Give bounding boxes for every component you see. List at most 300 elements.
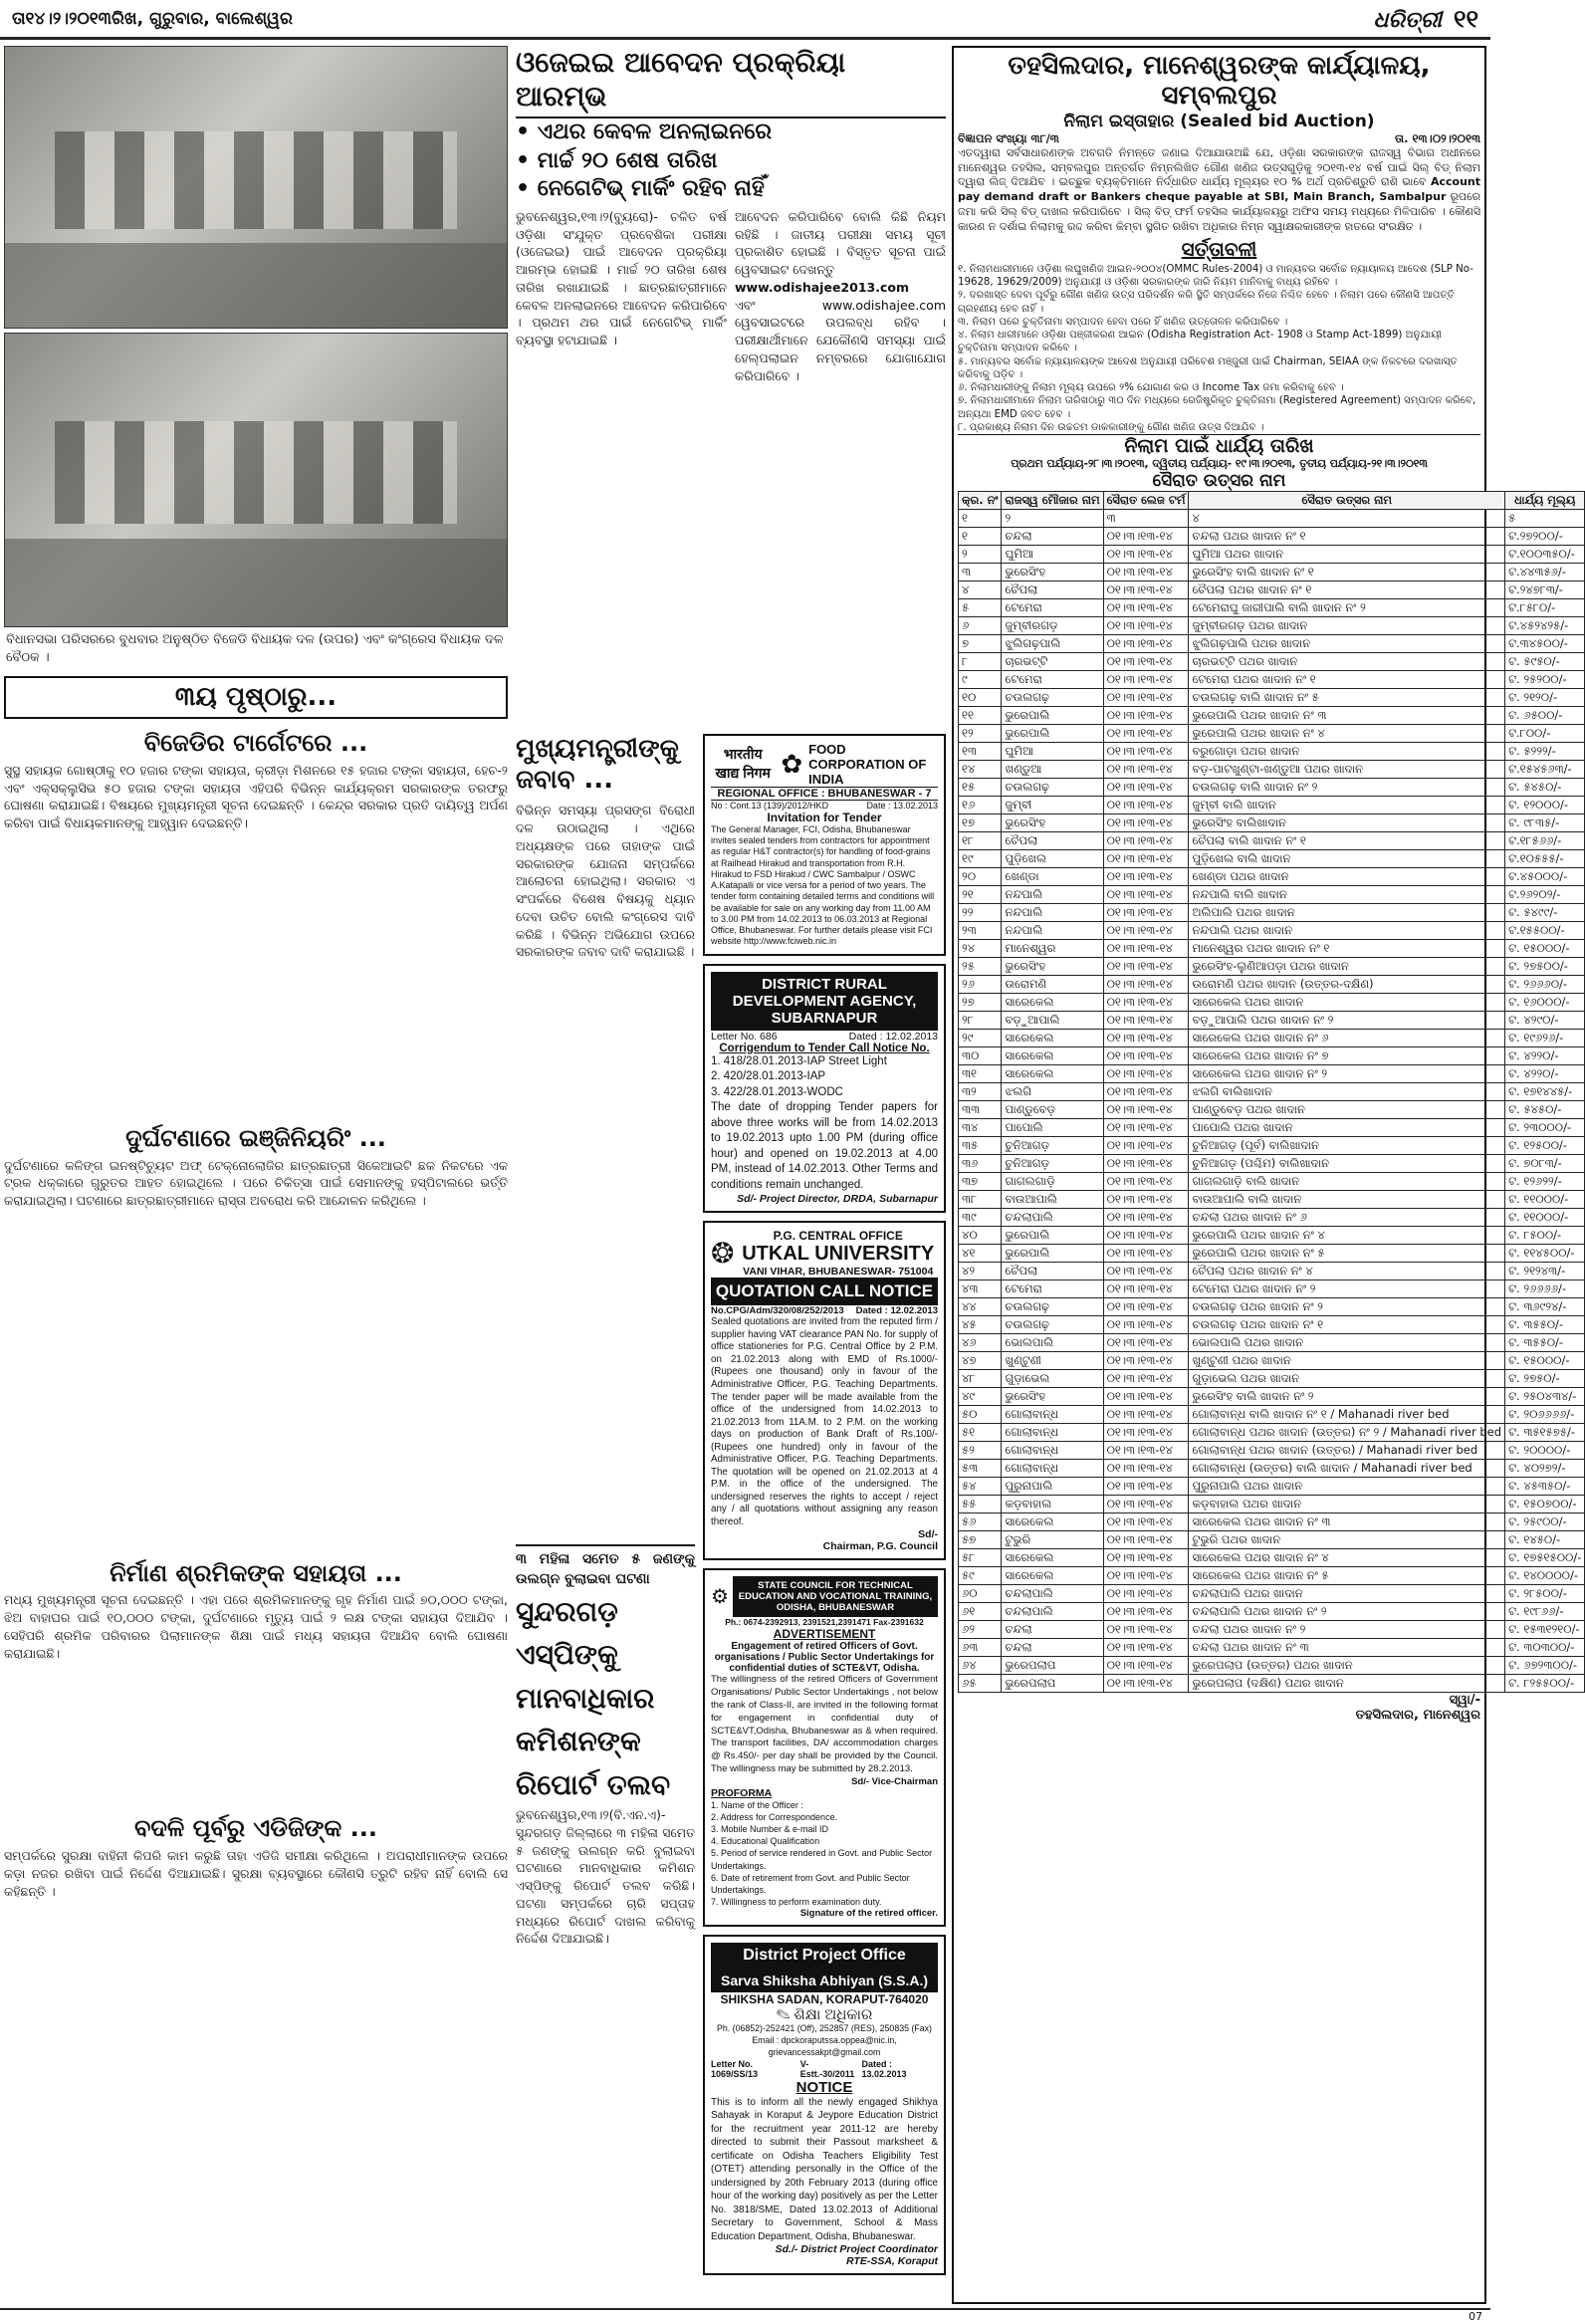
- table-cell: ୪୧: [959, 1245, 1002, 1263]
- ad-utkal-university: [703, 1221, 946, 1560]
- table-row: [959, 1352, 1585, 1370]
- table-cell: ଟ. ୨୬୬୬୬/-: [1505, 1280, 1585, 1298]
- table-cell: ଭୁରେପାଲି: [1002, 1245, 1103, 1263]
- table-cell: ଟ.୨୪୭୮୩/-: [1505, 581, 1585, 599]
- tender-intro-a: ଏତଦ୍ୱାରା ସର୍ବସାଧାରଣଙ୍କ ଅବଗତି ନିମନ୍ତେ ଜଣାଇ ଦିଆଯାଉଅଛି ଯେ, ଓଡ଼ିଶା ସରକାରଙ୍କ ରାଜସ୍ୱ ବିଭାଗ ଅଧୀନରେ ମାନେଶ୍ୱର ତହସିଲ, ସମ୍ବଲପୁର ଅନ୍ତର୍ଗତ ନିମ୍ନଲିଖିତ ଗୌଣ ଖଣିଜ ଉତ୍ସଗୁଡ଼ିକୁ ୨୦୧୩-୧୪ ବର୍ଷ ପାଇଁ ସିଲ୍ ବିଡ୍ ନିଲାମ ଦ୍ୱାରା ଲିଜ୍ ଦିଆଯିବ । ଇଚ୍ଛୁକ ବ୍ୟକ୍ତିମାନେ ନିର୍ଦ୍ଧାରିତ ଧାର୍ଯ୍ୟ ମୂଲ୍ୟର ୧୦ % ଅର୍ଥ ପ୍ରତିଶ୍ରୁତି ରାଶି ଭାବେ: [958, 145, 1480, 189]
- table-cell: ଖୁଣ୍ଟୁଣୀ: [1002, 1352, 1103, 1370]
- table-cell: ୦୧।୩।୧୩-୧୪: [1103, 1173, 1189, 1191]
- ssa-date: Dated : 13.02.2013: [861, 2058, 907, 2079]
- table-cell: ମାନେଶ୍ୱର ପଥର ଖାଦାନ ନଂ ୧: [1189, 940, 1505, 958]
- table-cell: ଟ. ୫୪୫୦/-: [1505, 779, 1585, 797]
- left-column: [4, 46, 508, 1996]
- table-cell: ଭୁରେସିଂହ: [1002, 1388, 1103, 1406]
- table-cell: ଚନ୍ଦଲାପାଲି: [1002, 1603, 1103, 1621]
- table-row: [959, 1603, 1585, 1621]
- col-header-price: ଧାର୍ଯ୍ୟ ମୂଲ୍ୟ: [1505, 492, 1585, 510]
- table-row: [959, 940, 1585, 958]
- table-row: [959, 707, 1585, 725]
- utkal-office: P.G. CENTRAL OFFICE: [773, 1229, 903, 1244]
- drda-date: Dated : 12.02.2013: [848, 1030, 938, 1043]
- story-adg-body: ସମ୍ପର୍କରେ ସୁରକ୍ଷା ବାହିନୀ କିପରି କାମ କରୁଛି ତାହା ଏଡିଜି ସମୀକ୍ଷା କରିଥିଲେ । ଅପରାଧୀମାନଙ୍କ ଉପରେ କଡ଼ା ନଜର ରଖିବା ପାଇଁ ନିର୍ଦ୍ଦେଶ ଦିଆଯାଇଛି। ସୁରକ୍ଷା ବ୍ୟବସ୍ଥାରେ କୌଣସି ତ୍ରୁଟି ରହିବ ନାହିଁ ବୋଲି ସେ କହିଛନ୍ତି ।: [4, 1848, 508, 1899]
- table-cell: ଗୋଲାବାନ୍ଧ: [1002, 1424, 1103, 1442]
- table-cell: ୦୧।୩।୧୩-୧୪: [1103, 1621, 1189, 1639]
- table-cell: ଚଉଲଗଢ଼ ବାଲି ଖାଦାନ ନଂ ୨: [1189, 779, 1505, 797]
- table-cell: ୬୪: [959, 1657, 1002, 1675]
- table-cell: ସାରେକେଲ ପଥର ଖାଦାନ ନଂ ୫: [1189, 1567, 1505, 1585]
- table-cell: ୫୩: [959, 1460, 1002, 1478]
- table-cell: ଚଉଲଗଢ଼ ବାଲି ଖାଦାନ ନଂ ୫: [1189, 689, 1505, 707]
- table-row: [959, 1675, 1585, 1693]
- table-cell: ଟ. ୫୯୫୦/-: [1505, 653, 1585, 671]
- table-cell: ୧: [959, 528, 1002, 546]
- table-cell: ୦୧।୩।୧୩-୧୪: [1103, 581, 1189, 599]
- table-cell: ଟେମେରା: [1002, 599, 1103, 617]
- table-cell: ୪୮: [959, 1370, 1002, 1388]
- table-row: [959, 1280, 1585, 1298]
- table-cell: ଟ. ୭୦୮୩/-: [1505, 1155, 1585, 1173]
- table-cell: ୦୧।୩।୧୩-୧୪: [1103, 599, 1189, 617]
- table-cell: ଭୁରେପାଲି ପଥର ଖାଦାନ ନଂ ୫: [1189, 1245, 1505, 1263]
- ad-fci: [703, 734, 946, 956]
- table-cell: ୦୧।୩।୧୩-୧୪: [1103, 1657, 1189, 1675]
- table-cell: ୦୧।୩।୧୩-୧୪: [1103, 1352, 1189, 1370]
- table-cell: ୧୨: [959, 725, 1002, 743]
- table-cell: ୦୧।୩।୧୩-୧୪: [1103, 707, 1189, 725]
- utkal-sign-2: Chairman, P.G. Council: [822, 1540, 938, 1553]
- table-cell: ୩: [959, 564, 1002, 581]
- scte-phone: Ph.: 0674-2392913, 2391521,2391471 Fax-2391632: [725, 1617, 924, 1628]
- table-cell: ଟ.୮୦୦/-: [1505, 725, 1585, 743]
- table-cell: ଟ. ୮୫୦୦/-: [1505, 1227, 1585, 1245]
- table-cell: ୦୧।୩।୧୩-୧୪: [1103, 940, 1189, 958]
- table-row: [959, 1065, 1585, 1083]
- table-cell: ୦୧।୩।୧୩-୧୪: [1103, 1101, 1189, 1119]
- table-cell: ୩୮: [959, 1191, 1002, 1209]
- table-cell: ଟ. ୧୬୦୦୦/-: [1505, 994, 1585, 1012]
- table-cell: ୩୬: [959, 1155, 1002, 1173]
- photo-bjd-meeting: [4, 46, 508, 329]
- tender-subtitle-odia: ନିଲାମ ଇସ୍ତାହାର: [1063, 111, 1175, 131]
- table-cell: ଟ.୪୫୨୪୨୫/-: [1505, 617, 1585, 635]
- ojee-bullet-2: • ମାର୍ଚ୍ଚ ୨୦ ଶେଷ ତାରିଖ: [516, 147, 718, 173]
- scte-footer: Signature of the retired officer.: [799, 1908, 938, 1920]
- ad-drda: [703, 964, 946, 1214]
- table-cell: ୦୧।୩।୧୩-୧୪: [1103, 958, 1189, 976]
- table-cell: ୦୧।୩।୧୩-୧୪: [1103, 1263, 1189, 1280]
- fci-name: FOOD CORPORATION OF INDIA: [808, 741, 927, 787]
- table-row: [959, 904, 1585, 922]
- table-cell: ୦୧।୩।୧୩-୧୪: [1103, 546, 1189, 564]
- table-cell: ଝଲଗି: [1002, 1083, 1103, 1101]
- table-row: [959, 1406, 1585, 1424]
- table-cell: ପାପୋଲି ପଥର ଖାଦାନ: [1189, 1119, 1505, 1137]
- table-row: [959, 1460, 1585, 1478]
- table-cell: ୧୮: [959, 832, 1002, 850]
- table-cell: ୦୧।୩।୧୩-୧୪: [1103, 653, 1189, 671]
- table-cell: ସାରେକେଲ: [1002, 994, 1103, 1012]
- table-cell: ପାପୋଲି: [1002, 1119, 1103, 1137]
- table-row: [959, 1585, 1585, 1603]
- table-cell: ୦୧।୩।୧୩-୧୪: [1103, 1567, 1189, 1585]
- table-cell: ଟ. ୨୫୨୦୦/-: [1505, 671, 1585, 689]
- condition-6: ୬. ନିଲାମଧାରୀଙ୍କୁ ନିଲାମ ମୂଲ୍ୟ ଉପରେ ୨% ଯୋଗାଣ କର ଓ Income Tax ଜମା କରିବାକୁ ହେବ ।: [958, 382, 1344, 394]
- table-cell: ୦୧।୩।୧୩-୧୪: [1103, 1083, 1189, 1101]
- table-row: [959, 761, 1585, 779]
- table-cell: ବରୁଗୋଡ଼ା ପଥର ଖାଦାନ: [1189, 743, 1505, 761]
- photo-caption: ବିଧାନସଭା ପରିସରରେ ବୁଧବାର ଅନୁଷ୍ଠିତ ବିଜେଡି ବିଧାୟକ ଦଳ (ଉପର) ଏବଂ କଂଗ୍ରେସ ବିଧାୟକ ଦଳ ବୈଠକ ।: [6, 632, 504, 665]
- table-cell: ୦୧।୩।୧୩-୧୪: [1103, 1460, 1189, 1478]
- table-cell: ଭୁରେପାଲି: [1002, 707, 1103, 725]
- ssa-text: This is to inform all the newly engaged Shikhya Sahayak in Koraput & Jeypore Education District for the recruitment year 2011-12 are hereby directed to submit their Passout marksheet & certificate on Odisha Teachers Eligibility Test (OTET) attending personally in the Office of the undersigned by 20th February 2013 (during office hour of the working day) positively as per the Letter No. 3818/SME, Dated 13.02.2013 of Additional Secretary to Government, School & Mass Education Department, Odisha, Bhubaneswar.: [711, 2096, 938, 2242]
- utkal-date: Dated : 12.02.2013: [855, 1305, 938, 1317]
- table-cell: ୦୧।୩।୧୩-୧୪: [1103, 850, 1189, 868]
- cm-reply-body: ବିଭିନ୍ନ ସମସ୍ୟା ପ୍ରସଙ୍ଗ ବିରୋଧୀ ଦଳ ଉଠାଇଥିଲା । ଏଥିରେ ଅଧ୍ୟକ୍ଷଙ୍କ ପରେ ତାହାଙ୍କ ପାଇଁ ସରକାରଙ୍କ ଯୋଜନା ସମ୍ପର୍କରେ ଆଲୋଚନା ହୋଇଥିଲା। ସରକାର ଏ ସଂପର୍କରେ ବିଶେଷ ବିଷୟକୁ ଧ୍ୟାନ ଦେବା ଉଚିତ ବୋଲି କଂଗ୍ରେସ ଦାବି କରିଛି । ବିଭିନ୍ନ ଅଭିଯୋଗ ଉପରେ ସରକାରଙ୍କ ଜବାବ ଦାବି କରାଯାଇଛି ।: [516, 803, 695, 960]
- table-cell: ୫୪: [959, 1478, 1002, 1496]
- table-cell: ଟ. ୮୨୫୫୦୦/-: [1505, 1675, 1585, 1693]
- table-row: [959, 1496, 1585, 1513]
- table-row: [959, 868, 1585, 886]
- col-header-source: ସୈରାତ ଉତ୍ସର ନାମ: [1189, 492, 1505, 510]
- table-cell: ପୁରୁନାପାଲି ପଥର ଖାଦାନ: [1189, 1478, 1505, 1496]
- table-cell: ଟ. ୨୦୬୬୬୬/-: [1505, 1406, 1585, 1424]
- table-cell: ଟ. ୧୫୦୦୦/-: [1505, 1352, 1585, 1370]
- ssa-logo-icon: ✎: [776, 2006, 791, 2024]
- table-cell: ୦୧।୩।୧୩-୧୪: [1103, 1280, 1189, 1298]
- ojee-body-col2: ଆବେଦନ କରିପାରିବେ ବୋଲି କିଛି ନିୟମ ରହିଛି । ଜାତୀୟ ପରୀକ୍ଷା ସମୟ ସୂଚୀ ପ୍ରକାଶିତ ହୋଇଛି । ବିସ୍ତୃତ ସୂଚନା ପାଇଁ ୱେବସାଇଟ ଦେଖନ୍ତୁ: [735, 208, 946, 278]
- ssa-phone: Ph. (06852)-252421 (Off), 252857 (RES), 250835 (Fax): [717, 2023, 932, 2034]
- ad-scte: [703, 1568, 946, 1927]
- table-cell: ଟ.୧୫୫୦୦/-: [1505, 922, 1585, 940]
- table-row: [959, 832, 1585, 850]
- table-cell: ୦୧।୩।୧୩-୧୪: [1103, 1549, 1189, 1567]
- ojee-website[interactable]: www.odishajee2013.com: [735, 279, 909, 295]
- table-cell: ଭୁରେପାଲି ପଥର ଖାଦାନ ନଂ ୩: [1189, 707, 1505, 725]
- table-cell: ବଡ଼ୁଆପାଲି ପଥର ଖାଦାନ ନଂ ୨: [1189, 1012, 1505, 1030]
- table-cell: ୦୧।୩।୧୩-୧୪: [1103, 1316, 1189, 1334]
- condition-2: ୨. ଦରଖାସ୍ତ ଦେବା ପୂର୍ବରୁ ଗୌଣ ଖଣିଜ ଉତ୍ସ ପରିଦର୍ଶନ କରି ସ୍ଥିତି ସମ୍ପର୍କରେ ନିଜେ ନିଶ୍ଚିତ ହେବେ । ନିଲାମ ପରେ କୌଣସି ଆପତ୍ତି ଗ୍ରହଣୀୟ ହେବ ନାହିଁ ।: [958, 290, 1456, 315]
- drda-text: The date of dropping Tender papers for above three works will be from 14.02.2013 to 19.02.2013 upto 1.00 PM (during office hour) and opened on 19.02.2013 at 4.00 PM, instead of 14.02.2013. Other Terms and conditions remain unchanged.: [711, 1101, 938, 1191]
- table-cell: ଖଣ୍ଡୁଆ: [1002, 761, 1103, 779]
- table-cell: ଟ. ୩୬୯୨୪/-: [1505, 1298, 1585, 1316]
- table-cell: ସାରେକେଲ ପଥର ଖାଦାନ ନଂ ୩: [1189, 1513, 1505, 1531]
- table-cell: ୦୧।୩।୧୩-୧୪: [1103, 1119, 1189, 1137]
- table-cell: ୧୭: [959, 814, 1002, 832]
- table-cell: ଚନ୍ଦଲା ପଥର ଖାଦାନ ନଂ ୩: [1189, 1639, 1505, 1657]
- table-row: [959, 1388, 1585, 1406]
- table-row: [959, 1083, 1585, 1101]
- utkal-sign-1: Sd/-: [918, 1528, 938, 1541]
- table-cell: ୨: [959, 546, 1002, 564]
- ssa-letter-no: Letter No. 1069/SS/13: [711, 2058, 759, 2079]
- table-row: [959, 1639, 1585, 1657]
- table-row: [959, 797, 1585, 814]
- tender-subtitle-en: (Sealed bid Auction): [1180, 111, 1375, 131]
- table-row: [959, 581, 1585, 599]
- table-cell: ୩୭: [959, 1173, 1002, 1191]
- scte-proforma: PROFORMA: [711, 1786, 773, 1799]
- table-cell: ଟ.୨୬୨୦୨/-: [1505, 886, 1585, 904]
- table-cell: ଉରୋମଣି ପଥର ଖାଦାନ (ଉତ୍ତର-ଦକ୍ଷିଣ): [1189, 976, 1505, 994]
- story-workers-title: ନିର୍ମାଣ ଶ୍ରମିକଙ୍କ ସହାୟତା ...: [110, 1558, 402, 1587]
- table-row: [959, 617, 1585, 635]
- drda-heading: Corrigendum to Tender Call Notice No.: [719, 1042, 930, 1054]
- table-cell: ଟ. ୫୨୨୨/-: [1505, 743, 1585, 761]
- table-cell: ସାରେକେଲ ପଥର ଖାଦାନ: [1189, 994, 1505, 1012]
- drda-item-3: 3. 422/28.01.2013-WODC: [711, 1085, 843, 1098]
- drda-title: DISTRICT RURAL DEVELOPMENT AGENCY, SUBARNAPUR: [711, 972, 938, 1031]
- table-cell: ୨୫: [959, 958, 1002, 976]
- table-cell: ୦୧।୩।୧୩-୧୪: [1103, 1585, 1189, 1603]
- table-cell: ଝୁଲିଗଢ଼ପାଲି ପଥର ଖାଦାନ: [1189, 635, 1505, 653]
- table-cell: ୨୨: [959, 904, 1002, 922]
- table-cell: ୪୫: [959, 1316, 1002, 1334]
- table-cell: ୨୪: [959, 940, 1002, 958]
- table-cell: ୫୫: [959, 1496, 1002, 1513]
- table-cell: ଟେମେରା: [1002, 1280, 1103, 1298]
- table-cell: ଟ. ୨୬୬୬୦/-: [1505, 976, 1585, 994]
- table-cell: ପୁଡ଼ିଖେଲ ବାଲି ଖାଦାନ: [1189, 850, 1505, 868]
- header-brand: [1373, 5, 1478, 33]
- table-row: [959, 1191, 1585, 1209]
- story-accident-title: ଦୁର୍ଘଟଣାରେ ଇଞ୍ଜିନିୟରିଂ ...: [125, 1123, 386, 1152]
- table-cell: ଟ. ୨୧୨୪୩/-: [1505, 1263, 1585, 1280]
- table-cell: ୦୧।୩।୧୩-୧୪: [1103, 814, 1189, 832]
- table-cell: ଚନ୍ଦଲା ପଥର ଖାଦାନ ନଂ ୬: [1189, 1209, 1505, 1227]
- table-cell: ୦୧।୩।୧୩-୧୪: [1103, 1442, 1189, 1460]
- table-row: [959, 1101, 1585, 1119]
- fci-tender-text: The General Manager, FCI, Odisha, Bhubaneswar invites sealed tenders from contractors for appointment as regular H&T contractor(s) for handling of food-grains at Railhead Hirakud and transportation from R.H. Hirakud to FSD Hirakud / CWC Sambalpur / OSWC A.Katapalli or vice versa for a period of two years. The tender form containing detailed terms and conditions will be available for sale on any working day from 11.00 AM to 3.00 PM from 14.02.2013 to 06.03.2013 at Regional Office, Bhubaneswar. For further details please visit FCI website http://www.fciweb.nic.in: [711, 823, 935, 947]
- table-cell: ଟ. ୧୫୩୧୨୧୦/-: [1505, 1621, 1585, 1639]
- photo-congress-meeting: [4, 333, 508, 627]
- utkal-logo-icon: ❂: [711, 1238, 735, 1270]
- table-cell: ଭୁରେସିଂହ ବାଲି ଖାଦାନ ନଂ ୨: [1189, 1388, 1505, 1406]
- table-cell: ଗୋଲାବାନ୍ଧ ବାଲି ଖାଦାନ ନଂ ୧ / Mahanadi river bed: [1189, 1406, 1505, 1424]
- newspaper-brand: ଧରିତ୍ରୀ: [1373, 7, 1443, 33]
- condition-1: ୧. ନିଲାମଧାରୀମାନେ ଓଡ଼ିଶା ଲଘୁଖଣିଜ ଆଇନ-୨୦୦୪(OMMC Rules-2004) ଓ ମାନ୍ୟବର ସର୍ବୋଚ୍ଚ ନ୍ୟାୟାଳୟ ଆଦେଶ (SLP No-19628, 19629/2009) ଅନୁଯାୟୀ ଓ ଓଡ଼ିଶା ସରକାରଙ୍କ ଜାରି ନିୟମ ମାନିବାକୁ ବାଧ୍ୟ ରହିବେ ।: [958, 263, 1473, 289]
- table-row: [959, 1245, 1585, 1263]
- table-cell: ଟ. ୬୭୨୩୦୦/-: [1505, 1657, 1585, 1675]
- table-row: [959, 1173, 1585, 1191]
- table-cell: ଭୁରେପାଲି: [1002, 1227, 1103, 1245]
- table-cell: ୦୧।୩।୧୩-୧୪: [1103, 976, 1189, 994]
- drda-item-1: 1. 418/28.01.2013-IAP Street Light: [711, 1054, 887, 1067]
- table-cell: ୦୧।୩।୧୩-୧୪: [1103, 1155, 1189, 1173]
- table-cell: ଟ. ୬୫୦୦/-: [1505, 707, 1585, 725]
- table-cell: ୧୯: [959, 850, 1002, 868]
- table-row: [959, 1549, 1585, 1567]
- tahasildar-sign-1: ସ୍ୱା/-: [1449, 1693, 1480, 1709]
- table-row: [959, 1047, 1585, 1065]
- header-date: ତା୧୪।୨।୨୦୧୩ରିଖ, ଗୁରୁବାର, ବାଲେଶ୍ୱର: [12, 8, 293, 29]
- table-cell: ୦୧।୩।୧୩-୧୪: [1103, 635, 1189, 653]
- table-cell: ଟ. ୨୩୦୦୦/-: [1505, 1119, 1585, 1137]
- table-row: [959, 635, 1585, 653]
- table-cell: ସାରେକେଲ: [1002, 1047, 1103, 1065]
- table-cell: ୪: [959, 581, 1002, 599]
- table-cell: ୩୨: [959, 1083, 1002, 1101]
- table-cell: ଚନ୍ଦଲା ପଥର ଖାଦାନ ନଂ ୨: [1189, 1621, 1505, 1639]
- fci-logo-icon: ✿: [781, 748, 803, 779]
- table-cell: ଟ.୪୫୦୦୦/-: [1505, 868, 1585, 886]
- table-cell: ୫୮: [959, 1549, 1002, 1567]
- table-cell: ୬: [959, 617, 1002, 635]
- table-cell: ଚୁନିଆଗଡ଼ (ପଶ୍ଚିମ) ବାଲିଖାଦାନ: [1189, 1155, 1505, 1173]
- table-cell: ୩୪: [959, 1119, 1002, 1137]
- condition-4: ୪. ନିଲାମ ଧାରୀମାନେ ଓଡ଼ିଶା ପଞ୍ଜୀକରଣ ଆଇନ (Odisha Registration Act- 1908 ଓ Stamp Act-1899) ଅନୁଯାୟୀ ଚୁକ୍ତିନାମା ସମ୍ପାଦନ କରିବେ ।: [958, 330, 1442, 354]
- table-cell: ୧୬: [959, 797, 1002, 814]
- women-body: ଭୁବନେଶ୍ୱର,୧୩।୨(ବି.ଏନ.ଏ)- ସୁନ୍ଦରଗଡ଼ ଜିଲ୍ଲାରେ ୩ ମହିଳା ସମେତ ୫ ଜଣଙ୍କୁ ଉଲଗ୍ନ କରି ବୁଲାଇବା ଘଟଣାରେ ମାନବାଧିକାର କମିଶନ ଏସ୍‌ପିଙ୍କୁ ରିପୋର୍ଟ ତଲବ କରିଛି। ଘଟଣା ସମ୍ପର୍କରେ ଚାରି ସପ୍ତାହ ମଧ୍ୟରେ ରିପୋର୍ଟ ଦାଖଲ କରିବାକୁ ନିର୍ଦ୍ଦେଶ ଦିଆଯାଇଛି।: [516, 1807, 695, 1947]
- table-cell: ୪୩: [959, 1280, 1002, 1298]
- table-cell: ଟ. ୧୫୦୦୦/-: [1505, 940, 1585, 958]
- table-cell: ଚନ୍ଦଲା: [1002, 1639, 1103, 1657]
- table-cell: ଟ.୩୪୫୦୦/-: [1505, 635, 1585, 653]
- scte-field-4: 4. Educational Qualification: [711, 1836, 820, 1847]
- table-row: [959, 1370, 1585, 1388]
- table-cell: ଟେମେରା: [1002, 671, 1103, 689]
- table-cell: ୩୫: [959, 1137, 1002, 1155]
- table-row: [959, 1567, 1585, 1585]
- table-cell: ୦୧।୩।୧୩-୧୪: [1103, 1370, 1189, 1388]
- table-cell: ୦୧।୩।୧୩-୧୪: [1103, 725, 1189, 743]
- table-cell: ଝୁଲିଗଢ଼ପାଲି: [1002, 635, 1103, 653]
- table-cell: କଡ଼ବାହାଲ ପଥର ଖାଦାନ: [1189, 1496, 1505, 1513]
- table-cell: ୦୧।୩।୧୩-୧୪: [1103, 779, 1189, 797]
- table-cell: ଭୁରେପଲାପ: [1002, 1675, 1103, 1693]
- scte-sign: Sd/- Vice-Chairman: [851, 1775, 938, 1787]
- table-cell: ଚୁନିଆଗଡ଼: [1002, 1155, 1103, 1173]
- table-row: [959, 564, 1585, 581]
- table-cell: ଟ.୧୦୦୩୫୦/-: [1505, 546, 1585, 564]
- table-cell: ବଡ଼ୁଆପାଲି: [1002, 1012, 1103, 1030]
- table-cell: ଭୁରେସିଂହ ବାଲି ଖାଦାନ ନଂ ୧: [1189, 564, 1505, 581]
- table-cell: ୪୨: [959, 1263, 1002, 1280]
- table-cell: ୦୧।୩।୧୩-୧୪: [1103, 1675, 1189, 1693]
- table-row: [959, 886, 1585, 904]
- table-cell: ବାଉଆପାଲି ବାଲି ଖାଦାନ: [1189, 1191, 1505, 1209]
- table-cell: ୦୧।୩।୧୩-୧୪: [1103, 1227, 1189, 1245]
- table-cell: ୦୧।୩।୧୩-୧୪: [1103, 922, 1189, 940]
- drda-letter-no: Letter No. 686: [711, 1030, 778, 1043]
- table-cell: ଚୈପଲା ପଥର ଖାଦାନ ନଂ ୪: [1189, 1263, 1505, 1280]
- table-cell: ୧୪: [959, 761, 1002, 779]
- story-bjd-target-title: ବିଜେଡିର ଟାର୍ଗେଟରେ ...: [143, 729, 368, 758]
- table-cell: ୦୧।୩।୧୩-୧୪: [1103, 564, 1189, 581]
- table-cell: ଜୁମ୍ବୀ: [1002, 797, 1103, 814]
- scte-field-6: 6. Date of retirement from Govt. and Public Sector Undertakings.: [711, 1872, 910, 1895]
- table-cell: ଟ. ୧୪୦୦୦୦/-: [1505, 1567, 1585, 1585]
- table-cell: ଚଉଲଗଢ଼: [1002, 1298, 1103, 1316]
- table-cell: ସାରେକେଲ ପଥର ଖାଦାନ ନଂ ୪: [1189, 1549, 1505, 1567]
- scte-field-1: 1. Name of the Officer :: [711, 1799, 803, 1810]
- story-adg-title: ବଦଳି ପୂର୍ବରୁ ଏଡିଜିଙ୍କ ...: [134, 1814, 377, 1843]
- table-cell: ଭୋଲପାଲି: [1002, 1334, 1103, 1352]
- table-cell: ଗୁଡ଼ାଭେଲ ପଥର ଖାଦାନ: [1189, 1370, 1505, 1388]
- table-cell: ୦୧।୩।୧୩-୧୪: [1103, 1406, 1189, 1424]
- table-cell: ଜୁମ୍ବୀରଗଡ଼: [1002, 617, 1103, 635]
- ssa-logo-text: ଶିକ୍ଷା ଅଧିକାର: [793, 2006, 873, 2024]
- scte-field-7: 7. Willingness to perform examination duty.: [711, 1897, 882, 1908]
- condition-8: ୮. ପ୍ରକାଶ୍ୟ ନିଲାମ ଦିନ ଉଚ୍ଚତମ ଡାକକାରୀଙ୍କୁ ଗୌଣ ଖଣିଜ ଉତ୍ସ ଦିଆଯିବ ।: [958, 421, 1264, 433]
- table-cell: ୬୨: [959, 1621, 1002, 1639]
- table-cell: ଟ. ୩୫୫୦/-: [1505, 1334, 1585, 1352]
- table-row: [959, 1513, 1585, 1531]
- ojee-body-col2b: ଏବଂ www.odishajee.com ୱେବସାଇଟରେ ଉପଲବ୍ଧ ରହିବ । ପରୀକ୍ଷାର୍ଥୀମାନେ ଯେକୌଣସି ସମସ୍ୟା ପାଇଁ ହେଲ୍ପଲାଇନ ନମ୍ବରରେ ଯୋଗାଯୋଗ କରିପାରିବେ ।: [735, 297, 946, 383]
- ssa-sign-2: RTE-SSA, Koraput: [846, 2255, 938, 2268]
- scte-text: The willingness of the retired Officers of Government Organisations/ Public Sector Undertakings , not below the rank of Class-II, are invited in the following format for engagement in confidential duty of SCTE&VT,Odisha, Bhubaneswar as & when required. The transport facilities, DA/ accommodation charges @ Rs.450/- per day shall be provided by the Council. The willingness may be submitted by 28.2.2013.: [711, 1674, 938, 1775]
- table-cell: ଚଉଲଗଢ଼ ପଥର ଖାଦାନ ନଂ ୨: [1189, 1298, 1505, 1316]
- table-cell: ୫୧: [959, 1424, 1002, 1442]
- table-cell: ଚଉଲଗଢ଼: [1002, 1316, 1103, 1334]
- table-cell: ୬୦: [959, 1585, 1002, 1603]
- auction-dates-line: ପ୍ରଥମ ପର୍ଯ୍ୟାୟ-୨୮।୩।୨୦୧୩, ଦ୍ୱିତୀୟ ପର୍ଯ୍ୟାୟ- ୧୯।୩।୨୦୧୩, ତୃତୀୟ ପର୍ଯ୍ୟାୟ-୨୧।୩।୨୦୧୩: [1011, 457, 1428, 471]
- table-cell: ୦୧।୩।୧୩-୧୪: [1103, 1334, 1189, 1352]
- tender-title: ତହସିଲଦାର, ମାନେଶ୍ୱରଙ୍କ କାର୍ଯ୍ୟାଳୟ, ସମ୍ବଲପୁର: [1008, 51, 1431, 111]
- table-cell: ୨୭: [959, 994, 1002, 1012]
- table-cell: ୦୧।୩।୧୩-୧୪: [1103, 1012, 1189, 1030]
- table-cell: ୫୭: [959, 1531, 1002, 1549]
- scte-logo-icon: ⚙: [711, 1586, 729, 1609]
- table-cell: ପାଣ୍ଡୁବେଡ଼ ପଥର ଖାଦାନ: [1189, 1101, 1505, 1119]
- table-cell: ଭୁରେସିଂହ: [1002, 564, 1103, 581]
- table-cell: ଭୁରେସିଂହ-ଲୁଣିଆପଡ଼ା ପଥର ଖାଦାନ: [1189, 958, 1505, 976]
- table-cell: ୦୧।୩।୧୩-୧୪: [1103, 1531, 1189, 1549]
- table-cell: ୦୧।୩।୧୩-୧୪: [1103, 1245, 1189, 1263]
- ojee-body-col1: ଭୁବନେଶ୍ୱର,୧୩।୨(ବ୍ୟୁରୋ)- ଚଳିତ ବର୍ଷ ଓଡ଼ିଶା ସଂଯୁକ୍ତ ପ୍ରବେଶିକା ପରୀକ୍ଷା (ଓଜେଇଇ) ପାଇଁ ଆବେଦନ ପ୍ରକ୍ରିୟା ଆରମ୍ଭ ହୋଇଛି । ମାର୍ଚ୍ଚ ୨୦ ତାରିଖ ଶେଷ ତାରିଖ ରଖାଯାଇଛି । ଛାତ୍ରଛାତ୍ରୀମାନେ କେବଳ ଅନଲାଇନରେ ଆବେଦନ କରିପାରିବେ । ପ୍ରଥମ ଥର ପାଇଁ ନେଗେଟିଭ୍ ମାର୍କିଂ ବ୍ୟବସ୍ଥା ହଟାଯାଇଛି ।: [516, 208, 727, 349]
- utkal-address: VANI VIHAR, BHUBANESWAR- 751004: [743, 1266, 934, 1278]
- table-cell: ଟ.୧୫୪୫୬୩/-: [1505, 761, 1585, 779]
- table-cell: ୦୧।୩।୧୩-୧୪: [1103, 743, 1189, 761]
- table-cell: ଚୈପଲା ବାଲି ଖାଦାନ ନଂ ୧: [1189, 832, 1505, 850]
- table-cell: ସାରେକେଲ: [1002, 1065, 1103, 1083]
- col-header-mouza: ରାଜସ୍ୱ ମୌଜାର ନାମ: [1002, 492, 1103, 510]
- table-cell: ଟ. ୧୭୫୧୫୦୦/-: [1505, 1549, 1585, 1567]
- table-row: [959, 546, 1585, 564]
- page-number: ୧୧: [1453, 4, 1478, 33]
- table-cell: ୧୫: [959, 779, 1002, 797]
- source-table-heading: ସୈରାତ ଉତ୍ସର ନାମ: [1152, 471, 1286, 492]
- center-column: [516, 46, 946, 2283]
- table-cell: ଚନ୍ଦଲାପାଲି: [1002, 1209, 1103, 1227]
- table-cell: ଝଲଗି ବାଲିଖାଦାନ: [1189, 1083, 1505, 1101]
- ssa-email: Email : dpckoraputssa.oppea@nic.in, grievancessakpt@gmail.com: [752, 2035, 897, 2057]
- table-cell: ଚୈପଲା ପଥର ଖାଦାନ ନଂ ୧: [1189, 581, 1505, 599]
- table-cell: ୪୦: [959, 1227, 1002, 1245]
- table-cell: ୨୮: [959, 1012, 1002, 1030]
- table-row: [959, 1478, 1585, 1496]
- women-kicker: ୩ ମହିଳା ସମେତ ୫ ଜଣଙ୍କୁ ଉଲଗ୍ନ ବୁଲାଇବା ଘଟଣା: [516, 1551, 695, 1588]
- table-cell: ଟ. ୨୭୫୦୦/-: [1505, 958, 1585, 976]
- table-cell: ୦୧।୩।୧୩-୧୪: [1103, 617, 1189, 635]
- page-footer: [0, 2308, 1490, 2324]
- condition-3: ୩. ନିଲାମ ପରେ ଚୁକ୍ତିନାମା ସମ୍ପାଦନ ହେବା ପରେ ହିଁ ଖଣିଜ ଉତ୍ତୋଳନ କରିପାରିବେ ।: [958, 316, 1288, 328]
- table-cell: ଜୁମ୍ବୀରଗଡ଼ ପଥର ଖାଦାନ: [1189, 617, 1505, 635]
- table-cell: ୩୩: [959, 1101, 1002, 1119]
- table-cell: ଟେମେରା ପଥର ଖାଦାନ ନଂ ୧: [1189, 671, 1505, 689]
- table-row: [959, 994, 1585, 1012]
- table-cell: ନନ୍ଦପାଲି ପଥର ଖାଦାନ: [1189, 922, 1505, 940]
- table-cell: ଘୁମିଆ ପଥର ଖାଦାନ: [1189, 546, 1505, 564]
- table-cell: ସାରେକେଲ ପଥର ଖାଦାନ ନଂ ୨: [1189, 1065, 1505, 1083]
- table-cell: ଚୈପଲା: [1002, 581, 1103, 599]
- table-cell: ୪୪: [959, 1298, 1002, 1316]
- table-cell: ଟ. ୧୧୦୦୦/-: [1505, 1209, 1585, 1227]
- table-cell: ଟ. ୧୨୦୦୦/-: [1505, 797, 1585, 814]
- table-cell: ସାରେକେଲ ପଥର ଖାଦାନ ନଂ ୭: [1189, 1047, 1505, 1065]
- table-cell: ଭୁରେପାଲି: [1002, 725, 1103, 743]
- fci-tender-title: Invitation for Tender: [767, 810, 882, 824]
- table-row: [959, 653, 1585, 671]
- table-cell: ଖୁଣ୍ଟୁଣୀ ପଥର ଖାଦାନ: [1189, 1352, 1505, 1370]
